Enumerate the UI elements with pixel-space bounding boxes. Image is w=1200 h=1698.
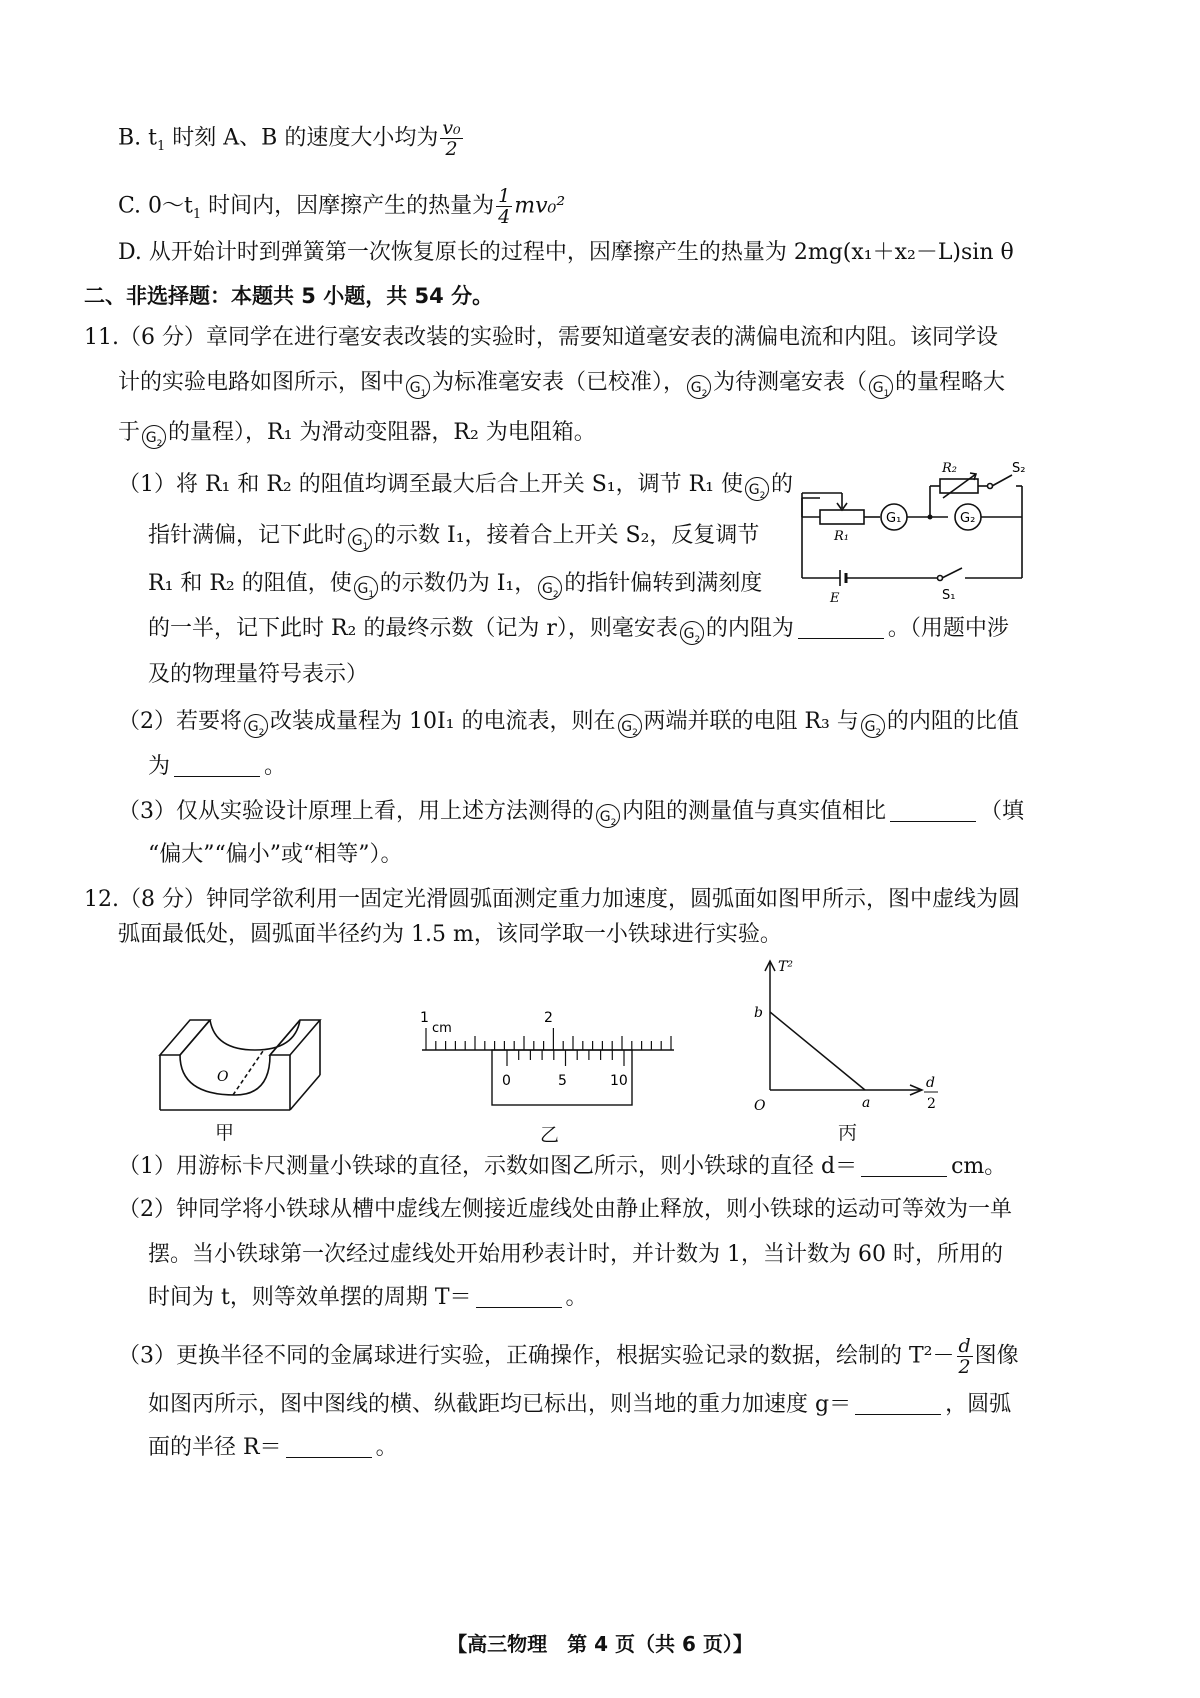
g1-meter-icon: $G_1$ bbox=[354, 576, 378, 600]
vernier-0-label: 0 bbox=[502, 1073, 511, 1089]
q12-stem-line2: 弧面最低处，圆弧面半径约为 1.5 m，该同学取一小铁球进行实验。 bbox=[118, 922, 782, 947]
main-scale-1-label: 1 bbox=[420, 1010, 429, 1026]
q12-part2-line3: 时间为 t，则等效单摆的周期 T＝ 。 bbox=[148, 1285, 588, 1310]
answer-blank[interactable] bbox=[798, 618, 884, 639]
vernier-caliper-figure bbox=[412, 1002, 682, 1112]
answer-blank[interactable] bbox=[476, 1287, 562, 1308]
q11-part1-line4: 的一半，记下此时 R₂ 的最终示数（记为 r），则毫安表 $G_2$ 的内阻为 。（用题中涉 bbox=[148, 616, 1009, 645]
q11-part1-line2: 指针满偏，记下此时 $G_1$ 的示数 I₁，接着合上开关 S₂，反复调节 bbox=[148, 523, 760, 552]
section-title: 二、非选择题：本题共 5 小题，共 54 分。 bbox=[84, 284, 494, 308]
q11-stem-line3: 于 $G_2$ 的量程），R₁ 为滑动变阻器，R₂ 为电阻箱。 bbox=[118, 420, 596, 449]
fraction: $\frac{\text{v₀}}{2}$ bbox=[442, 117, 461, 160]
origin-label: O bbox=[754, 1098, 766, 1114]
g1-label: G₁ bbox=[886, 511, 902, 526]
g2-label: G₂ bbox=[960, 511, 976, 526]
g1-meter-icon: $G_1$ bbox=[348, 528, 372, 552]
g2-meter-icon: $G_2$ bbox=[618, 714, 642, 738]
answer-blank[interactable] bbox=[890, 801, 976, 822]
g2-meter-icon: $G_2$ bbox=[596, 804, 620, 828]
e-label: E bbox=[830, 591, 840, 606]
intercept-b-label: b bbox=[754, 1005, 763, 1021]
q11-part3-line1: （3）仅从实验设计原理上看，用上述方法测得的 $G_2$ 内阻的测量值与真实值相比 （填 bbox=[118, 799, 1025, 828]
q11-part1-line5: 及的物理量符号表示） bbox=[148, 662, 369, 687]
q11-part3-line2: “偏大”“偏小”或“相等”）。 bbox=[148, 842, 403, 867]
q12-part2-line1: （2）钟同学将小铁球从槽中虚线左侧接近虚线处由静止释放，则小铁球的运动可等效为一单 bbox=[118, 1197, 1013, 1222]
vernier-5-label: 5 bbox=[558, 1073, 567, 1089]
g2-meter-icon: $G_2$ bbox=[538, 576, 562, 600]
g2-meter-icon: $G_2$ bbox=[745, 477, 769, 501]
r2-label: R₂ bbox=[942, 461, 957, 476]
figure-yi-caption: 乙 bbox=[540, 1124, 560, 1146]
q12-part3-line2: 如图丙所示，图中图线的横、纵截距均已标出，则当地的重力加速度 g＝ ，圆弧 bbox=[148, 1392, 1012, 1417]
q12-part1: （1）用游标卡尺测量小铁球的直径，示数如图乙所示，则小铁球的直径 d＝ cm。 bbox=[118, 1154, 1007, 1179]
q11-part2-line1: （2）若要将 $G_2$ 改装成量程为 10I₁ 的电流表，则在 $G_2$ 两端并联的电阻 R₃ 与 $G_2$ 的内阻的比值 bbox=[118, 709, 1019, 738]
answer-blank[interactable] bbox=[286, 1437, 372, 1458]
t2-d-graph bbox=[750, 955, 950, 1120]
x-axis-label-num: d bbox=[926, 1075, 935, 1091]
figure-jia-caption: 甲 bbox=[215, 1122, 235, 1144]
option-b: B. $t_1$ 时刻 A、B 的速度大小均为 $\frac{\text{v₀}}{2}$ bbox=[118, 117, 461, 160]
y-axis-label: T² bbox=[778, 959, 793, 975]
g2-meter-icon: $G_2$ bbox=[687, 375, 711, 399]
s2-label: S₂ bbox=[1012, 461, 1026, 476]
fraction: $\frac{1}{4}$ bbox=[498, 185, 511, 228]
x-axis-label-den: 2 bbox=[927, 1096, 936, 1112]
q11-part1-line3: R₁ 和 R₂ 的阻值，使 $G_1$ 的示数仍为 I₁， $G_2$ 的指针偏转到满刻度 bbox=[148, 571, 763, 600]
figure-bing-caption: 丙 bbox=[838, 1122, 858, 1144]
circuit-diagram bbox=[790, 458, 1040, 608]
g1-meter-icon: $G_1$ bbox=[406, 375, 430, 399]
intercept-a-label: a bbox=[862, 1095, 871, 1111]
q11-stem-line1: 11.（6 分）章同学在进行毫安表改装的实验时，需要知道毫安表的满偏电流和内阻。该同学设 bbox=[84, 325, 998, 350]
page-footer: 【高三物理 第 4 页（共 6 页）】 bbox=[447, 1632, 753, 1656]
q12-part2-line2: 摆。当小铁球第一次经过虚线处开始用秒表计时，并计数为 1，当计数为 60 时，所用的 bbox=[148, 1242, 1003, 1267]
answer-blank[interactable] bbox=[174, 756, 260, 777]
q12-stem-line1: 12.（8 分）钟同学欲利用一固定光滑圆弧面测定重力加速度，圆弧面如图甲所示，图中虚线为圆 bbox=[84, 887, 1020, 912]
q11-stem-line2: 计的实验电路如图所示，图中 $G_1$ 为标准毫安表（已校准）， $G_2$ 为待测毫安表（ $G_1$ 的量程略大 bbox=[118, 370, 1006, 399]
g1-meter-icon: $G_1$ bbox=[869, 375, 893, 399]
arc-groove-figure bbox=[155, 995, 345, 1125]
g2-meter-icon: $G_2$ bbox=[142, 425, 166, 449]
g2-meter-icon: $G_2$ bbox=[861, 714, 885, 738]
answer-blank[interactable] bbox=[855, 1394, 941, 1415]
option-d: D. 从开始计时到弹簧第一次恢复原长的过程中，因摩擦产生的热量为 2mg(x₁＋x₂－L)sin θ bbox=[118, 240, 1014, 265]
option-c: C. $0\sim t_1$ 时间内，因摩擦产生的热量为 $\frac{1}{4}$ mv₀² bbox=[118, 185, 566, 228]
fraction: $\frac{d}{2}$ bbox=[958, 1335, 971, 1378]
g2-meter-icon: $G_2$ bbox=[244, 714, 268, 738]
q11-part1-line1: （1）将 R₁ 和 R₂ 的阻值均调至最大后合上开关 S₁，调节 R₁ 使 $G_2$ 的 bbox=[118, 472, 794, 501]
main-scale-2-label: 2 bbox=[544, 1010, 553, 1026]
q12-part3-line1: （3）更换半径不同的金属球进行实验，正确操作，根据实验记录的数据，绘制的 T²－ $\frac{d}{2}$ 图像 bbox=[118, 1335, 1019, 1378]
s1-label: S₁ bbox=[942, 588, 956, 603]
point-o-label: O bbox=[217, 1069, 229, 1085]
q12-part3-line3: 面的半径 R＝ 。 bbox=[148, 1435, 398, 1460]
g2-meter-icon: $G_2$ bbox=[680, 621, 704, 645]
answer-blank[interactable] bbox=[861, 1156, 947, 1177]
unit-cm-label: cm bbox=[432, 1021, 452, 1036]
r1-label: R₁ bbox=[834, 529, 849, 544]
vernier-10-label: 10 bbox=[610, 1073, 628, 1089]
q11-part2-line2: 为 。 bbox=[148, 754, 287, 779]
